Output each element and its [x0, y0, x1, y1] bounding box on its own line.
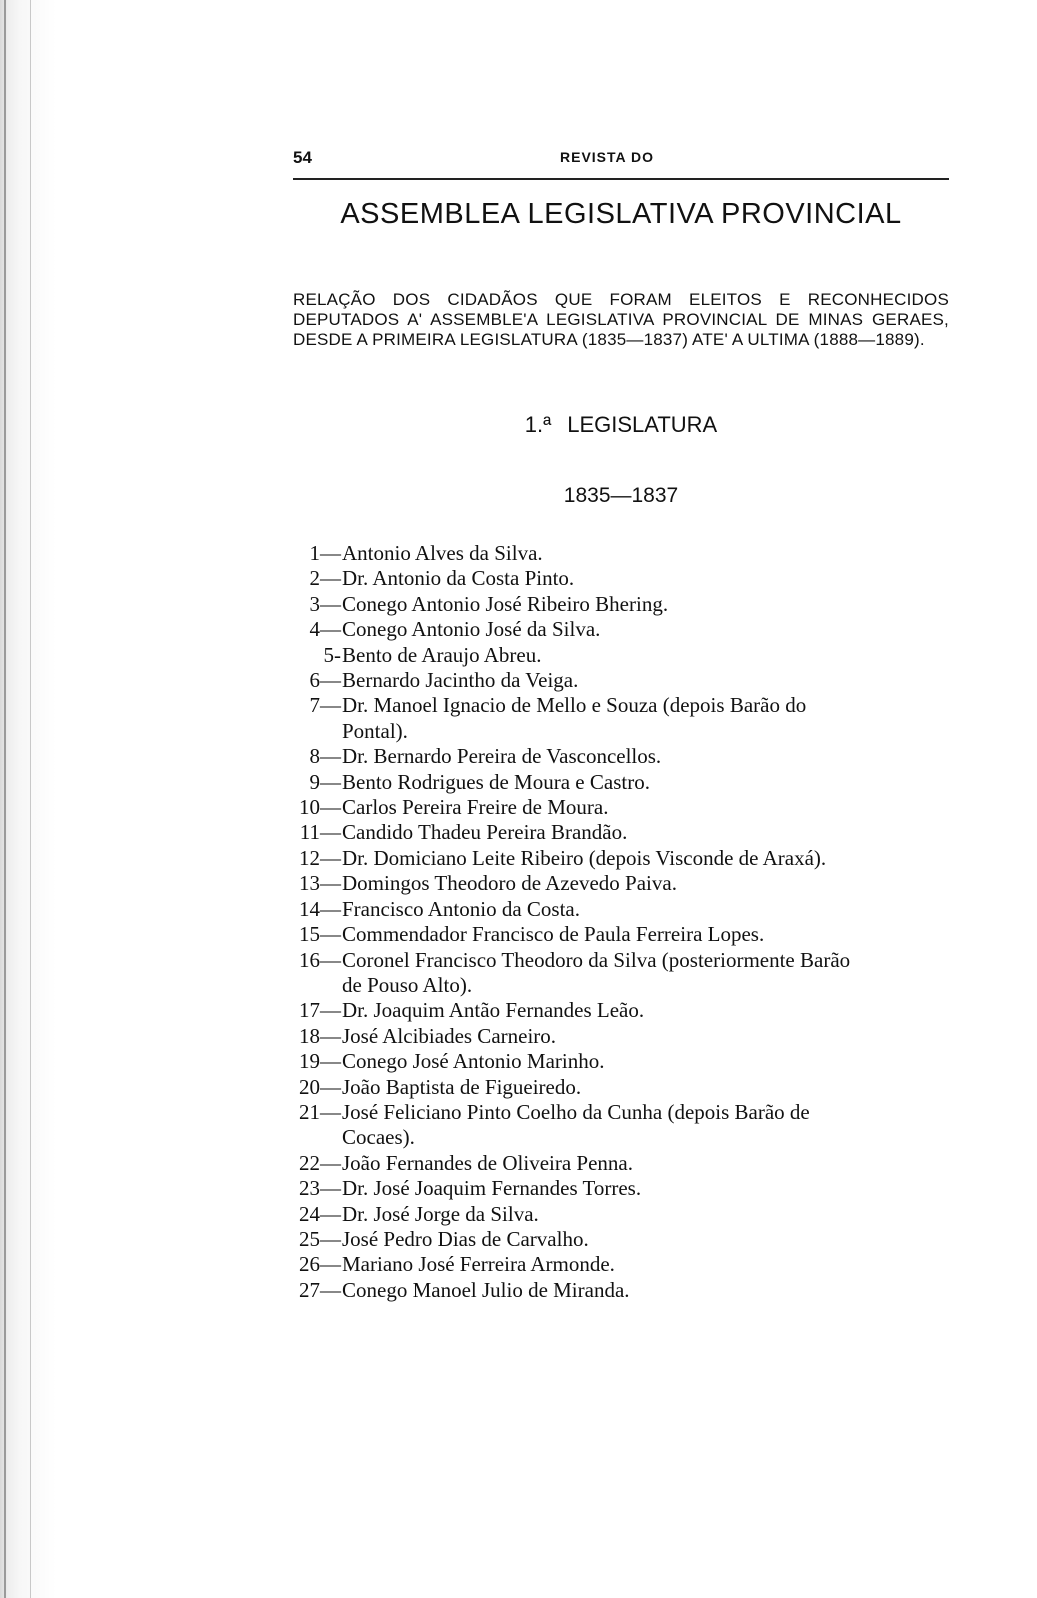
deputy-name-text: Francisco Antonio da Costa.: [342, 896, 580, 921]
deputy-name-text: Antonio Alves da Silva.: [342, 541, 543, 565]
deputy-name: [341, 1100, 949, 1151]
deputy-name-text: Dr. Manoel Ignacio de Mello e Souza (depois Barão do: [342, 693, 807, 718]
deputy-name-text: Coronel Francisco Theodoro da Silva (posteriormente Barão: [342, 947, 851, 972]
deputy-number: 10—: [299, 795, 341, 820]
deputy-number: 22—: [299, 1150, 341, 1175]
running-head: [293, 148, 947, 172]
deputy-number: 27—: [299, 1277, 341, 1302]
legislature-ordinal: 1.ª: [524, 412, 552, 437]
deputy-name-text: Dr. Domiciano Leite Ribeiro (depois Visconde de Araxá).: [342, 845, 827, 870]
deputy-name: [341, 592, 949, 617]
deputy-name: [341, 1252, 949, 1277]
deputy-name-text: Mariano José Ferreira Armonde.: [342, 1252, 615, 1277]
deputy-name: [341, 744, 949, 769]
deputy-name-text: Conego José Antonio Marinho.: [342, 1049, 605, 1074]
deputy-number: 24—: [299, 1201, 341, 1226]
deputy-number: 20—: [299, 1074, 341, 1099]
deputy-number: 2—: [309, 566, 341, 591]
intro-paragraph: RELAÇÃO DOS CIDADÃOS QUE FORAM ELEITOS E RECONHECIDOS DEPUTADOS A' ASSEMBLE'A LEGISLATIVA PROVINCIAL DE MINAS GERAES, DESDE A PRIMEIRA LEGISLATURA (1835—1837) ATE' A ULTIMA (1888—1889).: [293, 290, 949, 349]
deputy-name-text: José Feliciano Pinto Coelho da Cunha (depois Barão de: [342, 1099, 810, 1124]
deputy-name-text: Dr. Bernardo Pereira de Vasconcellos.: [342, 744, 662, 769]
deputy-number: 12—: [299, 845, 341, 870]
deputy-entry: [293, 846, 949, 871]
deputy-number: 21—: [299, 1099, 341, 1124]
deputy-entry: [293, 897, 949, 922]
deputy-number: 18—: [299, 1023, 341, 1048]
deputy-entry: [293, 617, 949, 642]
deputy-entry: [293, 1252, 949, 1277]
deputy-number: 1—: [309, 541, 341, 565]
deputy-entry: [293, 795, 949, 820]
deputy-number: 4—: [309, 617, 341, 642]
deputy-name-text: Conego Manoel Julio de Miranda.: [342, 1277, 630, 1302]
page-number: 54: [293, 148, 312, 167]
deputy-name-text: Carlos Pereira Freire de Moura.: [342, 795, 609, 820]
deputy-entry: [293, 820, 949, 845]
deputy-name-continuation: Pontal).: [342, 718, 408, 743]
deputy-name: [341, 643, 949, 668]
deputy-entry: [293, 1202, 949, 1227]
scan-binding-edge: [0, 0, 56, 1598]
section-title: ASSEMBLEA LEGISLATIVA PROVINCIAL: [340, 198, 902, 230]
deputy-name-text: Conego Antonio José da Silva.: [342, 617, 601, 642]
deputy-name-text: Candido Thadeu Pereira Brandão.: [342, 820, 628, 845]
deputy-number: 17—: [299, 998, 341, 1023]
deputy-name-text: Dr. José Jorge da Silva.: [342, 1201, 539, 1226]
deputy-name: [341, 795, 949, 820]
deputy-entry: [293, 541, 949, 566]
deputy-name: [341, 820, 949, 845]
deputy-number: 3—: [309, 591, 341, 616]
deputies-list: [293, 541, 949, 1303]
deputy-name: [341, 566, 949, 591]
deputy-entry: [293, 922, 949, 947]
deputy-name-text: Conego Antonio José Ribeiro Bhering.: [342, 591, 669, 616]
deputy-name-text: Bento Rodrigues de Moura e Castro.: [342, 769, 650, 794]
deputy-name: [341, 668, 949, 693]
deputy-entry: [293, 1278, 949, 1303]
deputy-number: 5-: [323, 642, 341, 667]
deputy-name-text: Domingos Theodoro de Azevedo Paiva.: [342, 871, 677, 896]
deputy-name-text: Bento de Araujo Abreu.: [342, 642, 542, 667]
deputy-entry: [293, 998, 949, 1023]
deputy-name: [341, 1278, 949, 1303]
deputy-name-text: José Pedro Dias de Carvalho.: [342, 1226, 589, 1251]
deputy-number: 23—: [299, 1176, 341, 1201]
deputy-entry: [293, 1176, 949, 1201]
legislature-label: LEGISLATURA: [567, 412, 718, 437]
deputy-name-text: Dr. Antonio da Costa Pinto.: [342, 566, 575, 591]
deputy-name: [341, 1227, 949, 1252]
deputy-entry: [293, 566, 949, 591]
deputy-number: 9—: [309, 769, 341, 794]
deputy-entry: [293, 744, 949, 769]
deputy-number: 15—: [299, 922, 341, 947]
deputy-number: 26—: [299, 1252, 341, 1277]
deputy-entry: [293, 770, 949, 795]
deputy-name-text: Dr. Joaquim Antão Fernandes Leão.: [342, 998, 645, 1023]
deputy-name: [341, 897, 949, 922]
deputy-name-text: Dr. José Joaquim Fernandes Torres.: [342, 1176, 642, 1201]
deputy-name: [341, 770, 949, 795]
deputy-name: [341, 998, 949, 1023]
deputy-entry: [293, 592, 949, 617]
deputy-name: [341, 948, 949, 999]
deputy-name: [341, 1202, 949, 1227]
deputy-number: 8—: [309, 744, 341, 769]
deputy-name: [341, 922, 949, 947]
deputy-name: [341, 693, 949, 744]
deputy-entry: [293, 1100, 949, 1151]
deputy-name: [341, 871, 949, 896]
deputy-name: [341, 541, 949, 566]
deputy-entry: [293, 643, 949, 668]
deputy-name-text: José Alcibiades Carneiro.: [342, 1023, 557, 1048]
deputy-entry: [293, 693, 949, 744]
deputy-name-continuation: de Pouso Alto).: [342, 972, 473, 997]
deputy-number: 14—: [299, 896, 341, 921]
header-rule: [293, 178, 949, 180]
deputy-entry: [293, 1227, 949, 1252]
deputy-number: 6—: [309, 668, 341, 693]
deputy-name: [341, 1075, 949, 1100]
deputy-entry: [293, 1151, 949, 1176]
deputy-number: 7—: [309, 693, 341, 718]
deputy-name: [341, 617, 949, 642]
deputy-name-continuation: Cocaes).: [342, 1125, 415, 1150]
deputy-entry: [293, 871, 949, 896]
deputy-name-text: João Fernandes de Oliveira Penna.: [342, 1150, 633, 1175]
deputy-name: [341, 1049, 949, 1074]
deputy-number: 16—: [299, 947, 341, 972]
deputy-name-text: Bernardo Jacintho da Veiga.: [342, 668, 579, 693]
deputy-entry: [293, 948, 949, 999]
deputy-number: 19—: [299, 1049, 341, 1074]
deputy-entry: [293, 668, 949, 693]
deputy-number: 13—: [299, 871, 341, 896]
journal-title: REVISTA DO: [560, 149, 655, 165]
legislature-heading: [293, 412, 949, 438]
deputy-number: 25—: [299, 1226, 341, 1251]
deputy-entry: [293, 1075, 949, 1100]
deputy-name: [341, 1176, 949, 1201]
deputy-entry: [293, 1049, 949, 1074]
deputy-entry: [293, 1024, 949, 1049]
deputy-name: [341, 1151, 949, 1176]
deputy-name-text: Commendador Francisco de Paula Ferreira Lopes.: [342, 922, 765, 947]
legislature-period: 1835—1837: [563, 484, 679, 507]
deputy-number: 11—: [299, 820, 341, 845]
deputy-name: [341, 1024, 949, 1049]
deputy-name-text: João Baptista de Figueiredo.: [342, 1074, 582, 1099]
deputy-name: [341, 846, 949, 871]
